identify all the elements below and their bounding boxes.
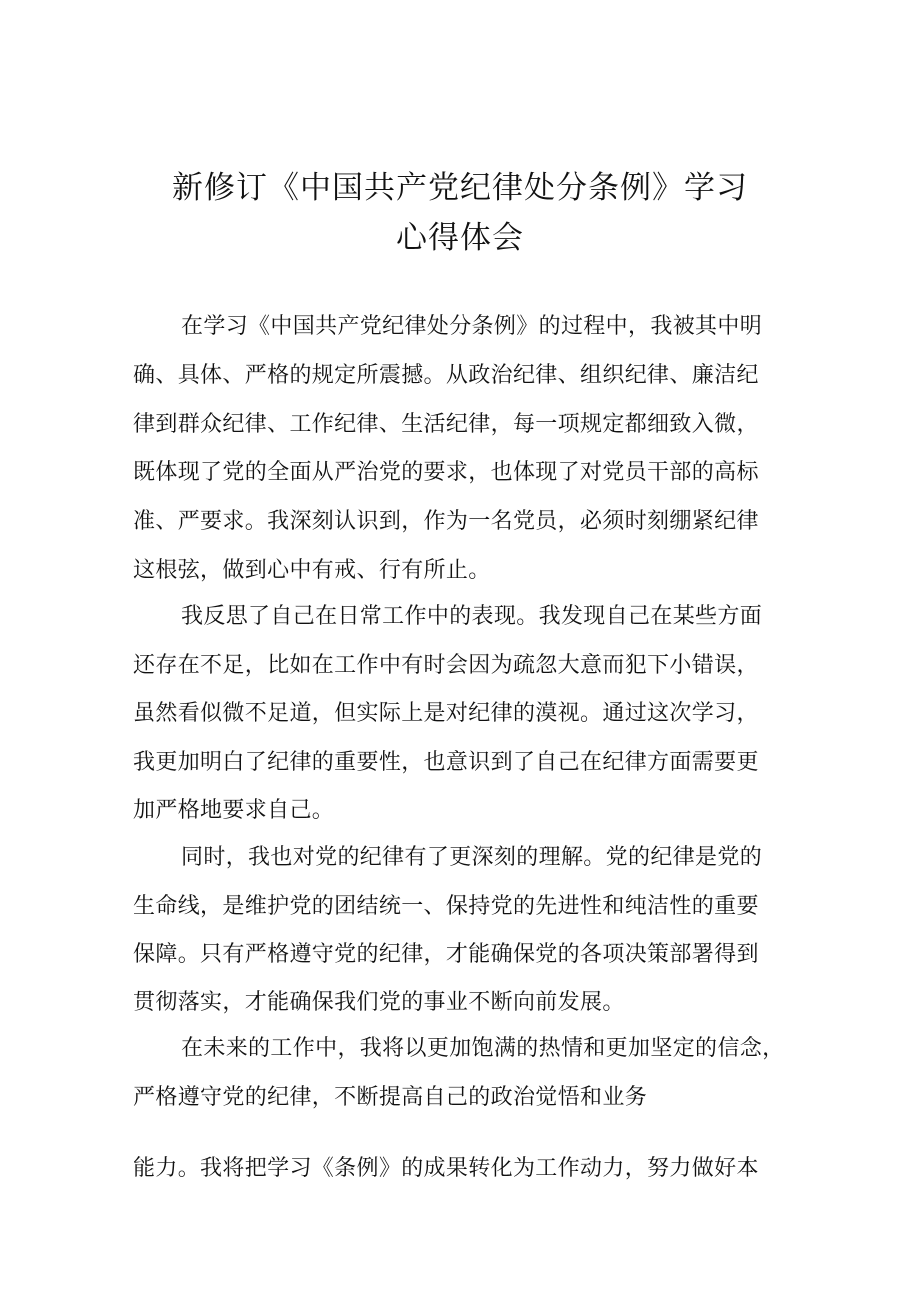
- paragraph-1-line-1: 在学习《中国共产党纪律处分条例》的过程中，我被其中明: [181, 314, 763, 339]
- paragraph-2-line-3: 虽然看似微不足道，但实际上是对纪律的漠视。通过这次学习，: [133, 701, 759, 726]
- paragraph-1-line-2: 确、具体、严格的规定所震撼。从政治纪律、组织纪律、廉洁纪: [133, 363, 759, 388]
- paragraph-1-line-5: 准、严要求。我深刻认识到，作为一名党员，必须时刻绷紧纪律: [133, 509, 759, 534]
- paragraph-2-line-2: 还存在不足，比如在工作中有时会因为疏忽大意而犯下小错误，: [133, 653, 759, 678]
- paragraph-1-line-6: 这根弦，做到心中有戒、行有所止。: [133, 558, 491, 583]
- paragraph-1-line-4: 既体现了党的全面从严治党的要求，也体现了对党员干部的高标: [133, 460, 759, 485]
- paragraph-1-line-3: 律到群众纪律、工作纪律、生活纪律，每一项规定都细致入微，: [133, 412, 759, 437]
- paragraph-4-line-3: 能力。我将把学习《条例》的成果转化为工作动力，努力做好本: [133, 1156, 759, 1181]
- paragraph-2-line-1: 我反思了自己在日常工作中的表现。我发现自己在某些方面: [181, 604, 763, 629]
- paragraph-3-line-2: 生命线，是维护党的团结统一、保持党的先进性和纯洁性的重要: [133, 894, 759, 919]
- paragraph-4-line-2: 严格遵守党的纪律，不断提高自己的政治觉悟和业务: [133, 1085, 648, 1110]
- paragraph-3-line-4: 贯彻落实，才能确保我们党的事业不断向前发展。: [133, 990, 625, 1015]
- paragraph-2-line-4: 我更加明白了纪律的重要性，也意识到了自己在纪律方面需要更: [133, 750, 759, 775]
- document-title-line-1: 新修订《中国共产党纪律处分条例》学习: [172, 170, 748, 206]
- paragraph-2-line-5: 加严格地要求自己。: [133, 798, 335, 823]
- paragraph-3-line-1: 同时，我也对党的纪律有了更深刻的理解。党的纪律是党的: [181, 845, 763, 870]
- paragraph-3-line-3: 保障。只有严格遵守党的纪律，才能确保党的各项决策部署得到: [133, 942, 759, 967]
- paragraph-4-line-1: 在未来的工作中，我将以更加饱满的热情和更加坚定的信念，: [181, 1036, 785, 1061]
- document-title-line-2: 心得体会: [396, 220, 524, 256]
